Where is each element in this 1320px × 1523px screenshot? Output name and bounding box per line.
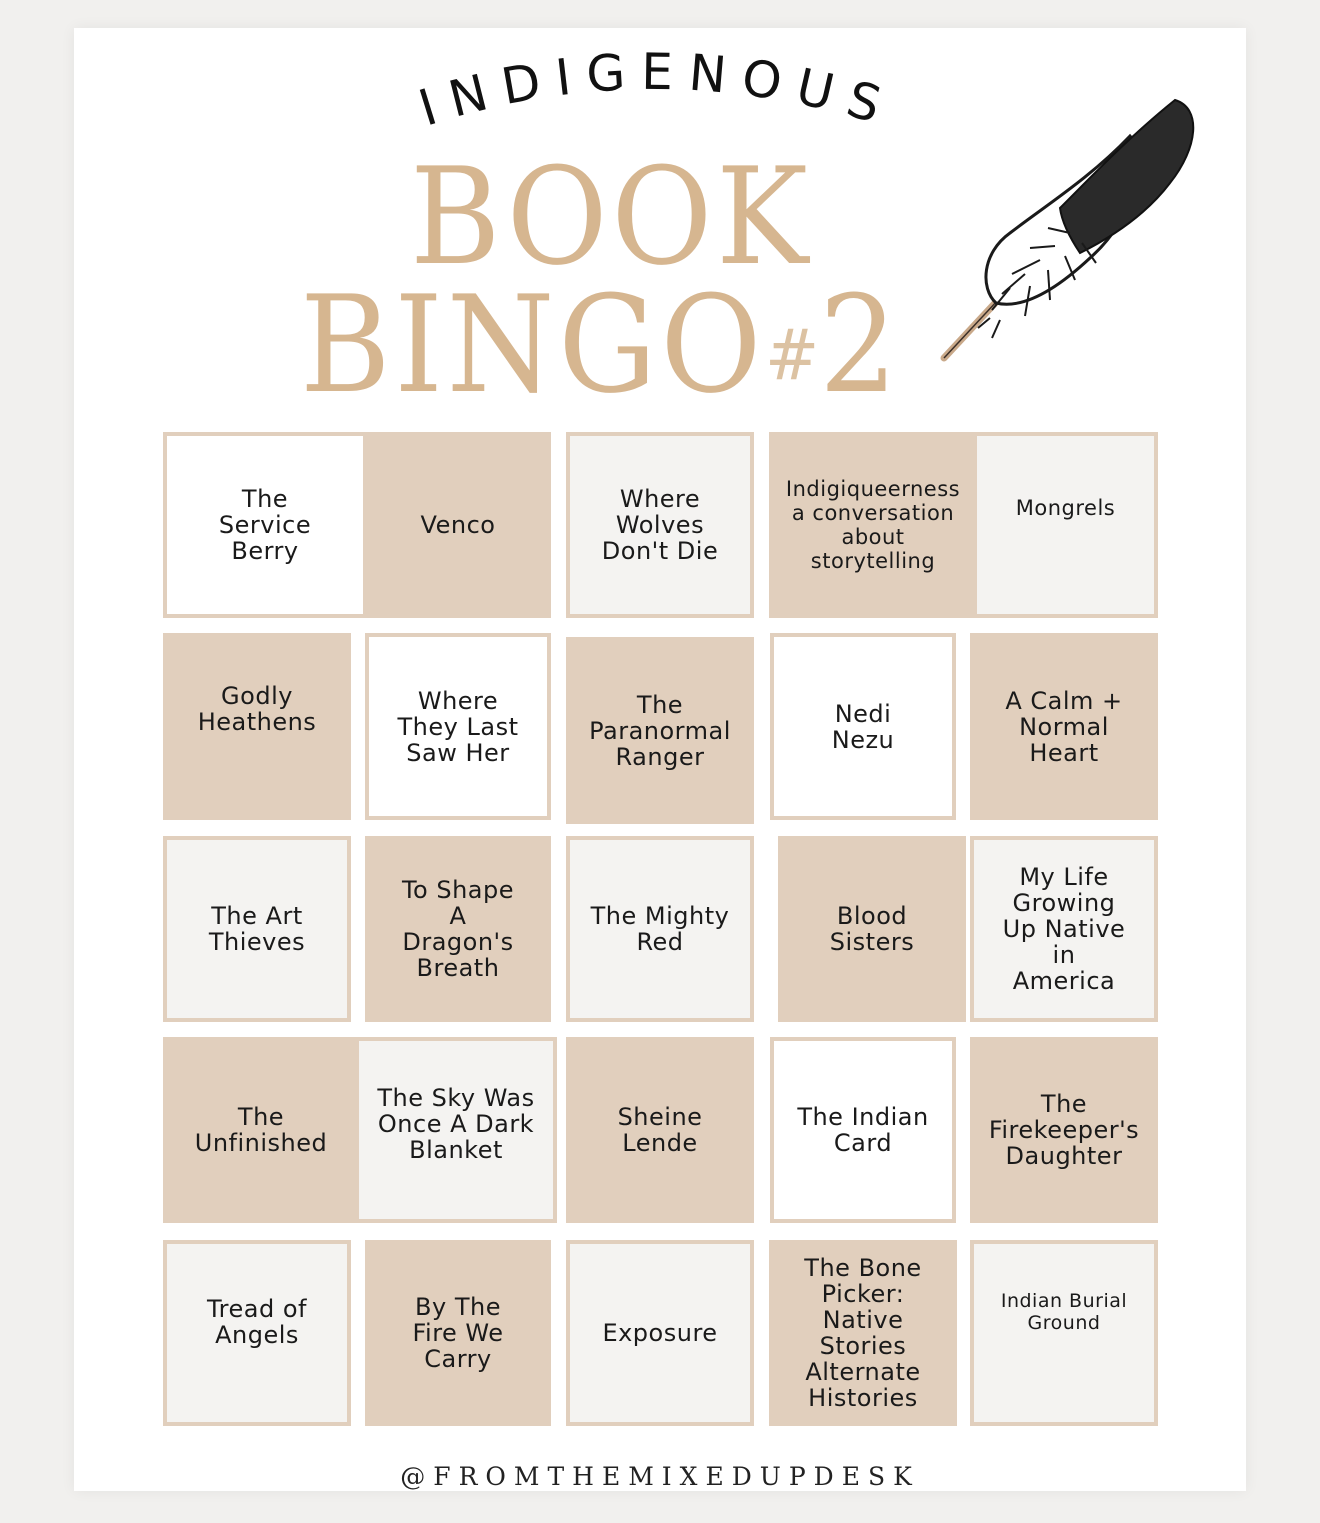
bingo-cell[interactable]	[769, 432, 977, 618]
bingo-cell[interactable]	[163, 633, 351, 820]
cell-title: Nedi Nezu	[831, 699, 895, 754]
title-bingo-word: BINGO	[300, 267, 766, 423]
cell-title: My Life Growing Up Native in America	[1002, 863, 1126, 995]
cell-title: By The Fire We Carry	[412, 1293, 504, 1373]
bingo-cell[interactable]	[970, 1037, 1158, 1223]
cell-title: The Paranormal Ranger	[589, 690, 731, 771]
bingo-cell[interactable]	[365, 633, 551, 820]
bingo-cell[interactable]	[970, 1240, 1158, 1426]
bingo-cell[interactable]	[566, 1037, 754, 1223]
bingo-cell[interactable]	[970, 633, 1158, 820]
bingo-cell[interactable]	[566, 637, 754, 824]
footer-handle: @FROMTHEMIXEDUPDESK	[400, 1462, 920, 1491]
cell-title: To Shape A Dragon's Breath	[401, 876, 515, 982]
cell-title: The Bone Picker: Native Stories Alternate Histories	[804, 1254, 922, 1412]
cell-title: Blood Sisters	[829, 902, 915, 956]
title-number: 2	[819, 267, 902, 423]
bingo-cell[interactable]	[973, 432, 1158, 618]
cell-title: The Art Thieves	[208, 902, 306, 956]
cell-title: The Service Berry	[218, 485, 312, 565]
cell-title: Where Wolves Don't Die	[601, 485, 719, 565]
cell-title: The Sky Was Once A Dark Blanket	[377, 1084, 535, 1164]
cell-title: Venco	[420, 511, 496, 539]
cell-title: Indigiqueerness a conversation about storytelling	[785, 477, 961, 573]
bingo-cell[interactable]	[778, 836, 966, 1022]
bingo-cell[interactable]	[365, 836, 551, 1022]
cell-title: Exposure	[602, 1319, 718, 1347]
cell-title: Mongrels	[1015, 496, 1116, 520]
bingo-cell[interactable]	[769, 1240, 957, 1426]
bingo-cell[interactable]	[163, 1240, 351, 1426]
cell-title: The Firekeeper's Daughter	[988, 1090, 1140, 1170]
bingo-cell[interactable]	[365, 432, 551, 618]
cell-title: Godly Heathens	[197, 682, 317, 736]
cell-title: The Indian Card	[797, 1103, 929, 1157]
bingo-cell[interactable]	[566, 432, 754, 618]
bingo-cell[interactable]	[163, 836, 351, 1022]
bingo-cell[interactable]	[770, 1037, 956, 1223]
bingo-cell[interactable]	[970, 836, 1158, 1022]
bingo-cell[interactable]	[365, 1240, 551, 1426]
bingo-cell[interactable]	[163, 432, 367, 618]
cell-title: Tread of Angels	[207, 1295, 307, 1349]
cell-title: A Calm + Normal Heart	[1005, 686, 1123, 767]
bingo-cell[interactable]	[355, 1037, 557, 1223]
cell-title: Sheine Lende	[617, 1103, 703, 1157]
bingo-cell[interactable]	[770, 633, 956, 820]
arc-title-text: INDIGENOUS	[412, 42, 902, 139]
title-hash: #	[765, 314, 820, 396]
cell-title: Indian Burial Ground	[1000, 1290, 1128, 1334]
bingo-cell[interactable]	[163, 1037, 359, 1223]
bingo-cell[interactable]	[566, 1240, 754, 1426]
cell-title: The Unfinished	[194, 1103, 328, 1157]
title-book: BOOK	[410, 139, 812, 295]
cell-title: Where They Last Saw Her	[397, 686, 519, 767]
bingo-cell[interactable]	[566, 836, 754, 1022]
cell-title: The Mighty Red	[590, 902, 730, 956]
